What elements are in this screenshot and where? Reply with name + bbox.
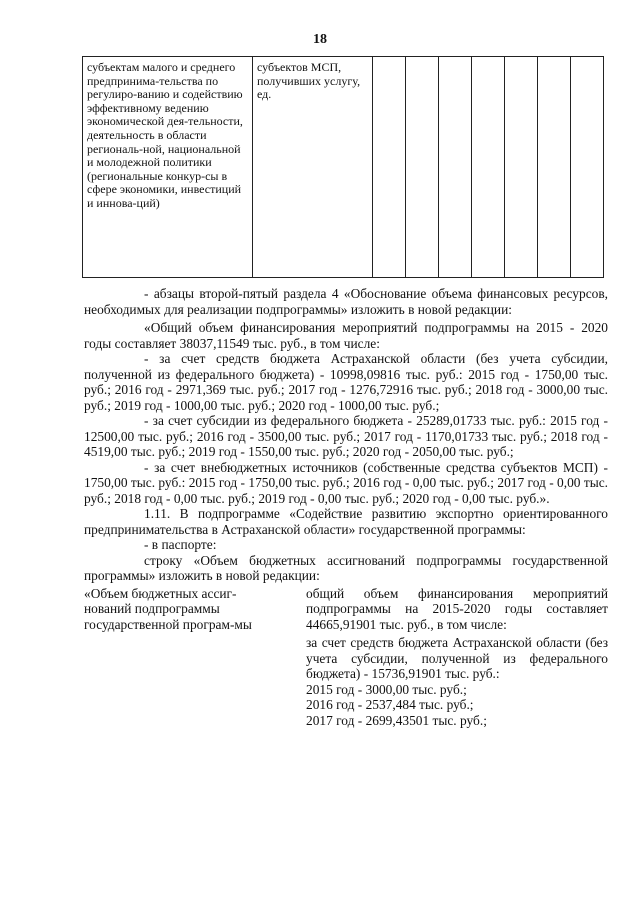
table-cell-event: субъектам малого и среднего предпринима-тельства по регулиро-ванию и содействию эффективному ведению экономической дея-тельности, деятельность в области региональ-ной, национальной и молодежной политики (региональные конкур-сы в сфере экономики, инвестиций и иннова-ций): [83, 57, 253, 278]
paragraph-extrabudgetary: - за счет внебюджетных источников (собственные средства субъектов МСП) - 1750,00 тыс. руб.: 2015 год - 1750,00 тыс. руб.; 2016 год - 0,00 тыс. руб.; 2017 год - 0,00 тыс. руб.; 2018 год - 0,00 тыс. руб.; 2019 год - 0,00 тыс. руб.; 2020 год - 0,00 тыс. руб.».: [84, 459, 608, 506]
table-cell-empty: [373, 57, 406, 278]
passport-regional-budget: за счет средств бюджета Астраханской области (без учета субсидии, полученной из федерального бюджета) - 15736,91901 тыс. руб.:: [306, 635, 608, 681]
paragraph-passport: - в паспорте:: [144, 537, 217, 552]
passport-total: общий объем финансирования мероприятий подпрограммы на 2015-2020 годы составляет 44665,91901 тыс. руб., в том числе:: [306, 585, 608, 632]
document-body: [84, 286, 608, 728]
passport-year-2017: 2017 год - 2699,43501 тыс. руб.;: [306, 712, 487, 728]
paragraph-total-funding: «Общий объем финансирования мероприятий подпрограммы на 2015 - 2020 годы составляет 38037,11549 тыс. руб., в том числе:: [84, 320, 608, 351]
table-cell-empty: [406, 57, 439, 278]
paragraph-item-1-11: 1.11. В подпрограмме «Содействие развитию экспортно ориентированного предпринимательства в Астраханской области» государственной программы:: [84, 506, 608, 537]
table-cell-empty: [571, 57, 604, 278]
table-cell-empty: [439, 57, 472, 278]
passport-row-label: «Объем бюджетных ассиг-нований подпрограммы государственной програм-мы: [84, 585, 252, 632]
table-row: [83, 57, 604, 278]
table-cell-indicator: субъектов МСП, получивших услугу, ед.: [253, 57, 373, 278]
table-cell-empty: [538, 57, 571, 278]
passport-year-2016: 2016 год - 2537,484 тыс. руб.;: [306, 697, 474, 712]
passport-year-2015: 2015 год - 3000,00 тыс. руб.;: [306, 681, 467, 697]
paragraph-section4-intro: - абзацы второй-пятый раздела 4 «Обоснование объема финансовых ресурсов, необходимых для реализации подпрограммы» изложить в новой редакции:: [84, 286, 608, 317]
passport-row-value: [306, 586, 608, 729]
table-cell-empty: [505, 57, 538, 278]
table-cell-empty: [472, 57, 505, 278]
paragraph-row-replace: строку «Объем бюджетных ассигнований подпрограммы государственной программы» изложить в новой редакции:: [84, 552, 608, 583]
table-fragment: [82, 56, 604, 278]
passport-row: [84, 586, 608, 729]
page-number: 18: [313, 32, 327, 47]
paragraph-regional-budget: - за счет средств бюджета Астраханской области (без учета субсидии, полученной из федерального бюджета) - 10998,09816 тыс. руб.: 2015 год - 1750,00 тыс. руб.; 2016 год - 2971,369 тыс. руб.; 2017 год - 1276,72916 тыс. руб.; 2018 год - 3000,00 тыс. руб.; 2019 год - 1000,00 тыс. руб.; 2020 год - 1000,00 тыс. руб.;: [84, 351, 608, 413]
paragraph-federal-subsidy: - за счет субсидии из федерального бюджета - 25289,01733 тыс. руб.: 2015 год - 12500,00 тыс. руб.; 2016 год - 3500,00 тыс. руб.; 2017 год - 1170,01733 тыс. руб.; 2018 год - 4519,00 тыс. руб.; 2019 год - 1550,00 тыс. руб.; 2020 год - 2050,00 тыс. руб.;: [84, 413, 608, 459]
